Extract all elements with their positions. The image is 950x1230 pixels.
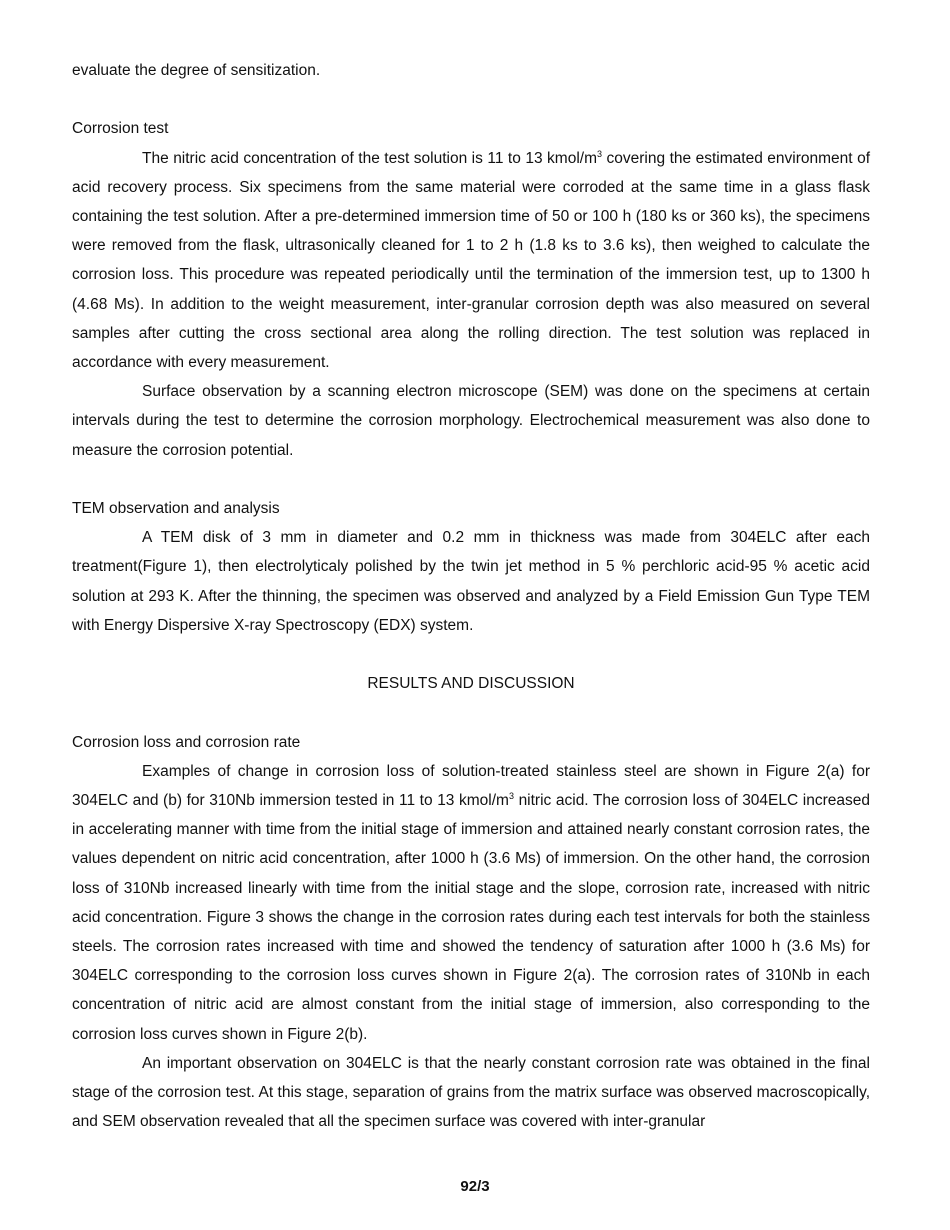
spacer [72,465,870,494]
corrosion-test-paragraph-1 [72,144,870,378]
results-paragraph-2: An important observation on 304ELC is that the nearly constant corrosion rate was obtained in the final stage of the corrosion test. At this stage, separation of grains from the matrix surface was observed macroscopically, and SEM observation revealed that all the specimen surface was covered with inter-granular [72,1054,870,1131]
tem-heading: TEM observation and analysis [72,500,280,518]
corrosion-loss-rate-heading: Corrosion loss and corrosion rate [72,733,301,751]
page-number: 92/3 [460,1178,490,1195]
corrosion-test-heading: Corrosion test [72,120,169,138]
tem-paragraph-1: A TEM disk of 3 mm in diameter and 0.2 mm in thickness was made from 304ELC after each treatment(Figure 1), then electrolyticaly polished by the twin jet method in 5 % perchloric acid-95 % acetic acid solution at 293 K. After the thinning, the specimen was observed and analyzed by a Field Emission Gun Type TEM with Energy Dispersive X-ray Spectroscopy (EDX) system. [72,529,870,634]
spacer [72,85,870,114]
superscript-cubed: 3 [508,791,514,802]
spacer [72,640,870,669]
intro-tail-paragraph: evaluate the degree of sensitization. [72,62,321,79]
corrosion-test-p1-part-a: The nitric acid concentration of the test solution is 11 to 13 kmol/m [142,149,598,167]
superscript-cubed: 3 [597,148,603,159]
results-p1-part-a: Examples of change in corrosion loss of solution-treated stainless steel are shown in Figure 2(a) for 304ELC and (b) for 310Nb immersion tested in 11 to 13 kmol/m [72,762,870,810]
page-body [72,56,870,1136]
results-paragraph-1 [72,757,870,1049]
corrosion-test-paragraph-2: Surface observation by a scanning electron microscope (SEM) was done on the specimens at certain intervals during the test to determine the corrosion morphology. Electrochemical measurement was also done to measure the corrosion potential. [72,383,870,459]
corrosion-test-p1-part-b: covering the estimated environment of acid recovery process. Six specimens from the same material were corroded at the same time in a glass flask containing the test solution. After a pre-determined immersion time of 50 or 100 h (180 ks or 360 ks), the specimens were removed from the flask, ultrasonically cleaned for 1 to 2 h (1.8 ks to 3.6 ks), then weighed to calculate the corrosion loss. This procedure was repeated periodically until the termination of the immersion test, up to 1300 h (4.68 Ms). In addition to the weight measurement, inter-granular corrosion depth was also measured on several samples after cutting the cross sectional area along the rolling direction. The test solution was replaced in accordance with every measurement. [72,149,871,372]
results-heading: RESULTS AND DISCUSSION [367,675,575,693]
results-p1-part-b: nitric acid. The corrosion loss of 304ELC increased in accelerating manner with time from the initial stage of immersion and attained nearly constant corrosion rates, the values dependent on nitric acid concentration, after 1000 h (3.6 Ms) of immersion. On the other hand, the corrosion loss of 310Nb increased linearly with time from the initial stage and the slope, corrosion rate, increased with nitric acid concentration. Figure 3 shows the change in the corrosion rates during each test intervals for both the stainless steels. The corrosion rates increased with time and showed the tendency of saturation after 1000 h (3.6 Ms) for 304ELC corresponding to the corrosion loss curves shown in Figure 2(a). The corrosion rates of 310Nb in each concentration of nitric acid are almost constant from the initial stage of immersion, also corresponding to the corrosion loss curves shown in Figure 2(b). [72,792,870,1043]
spacer [72,698,870,727]
